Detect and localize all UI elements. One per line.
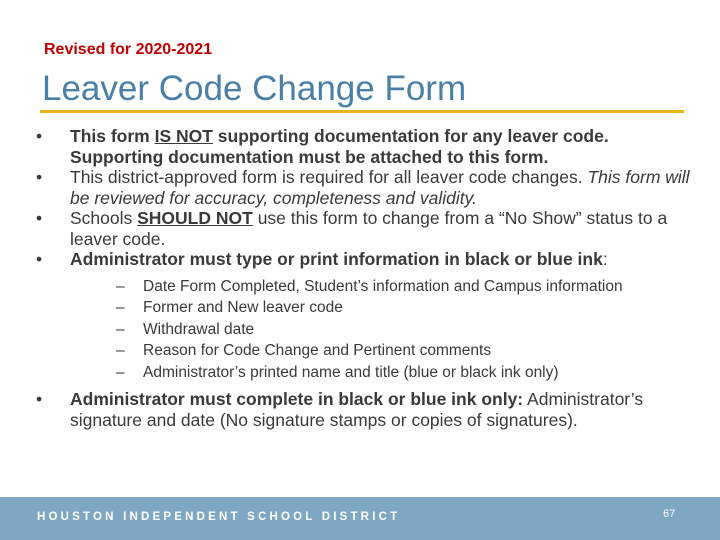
bullet-1-text bbox=[70, 126, 609, 167]
bullet-3-post: use this form to change from a “No Show” status to a leaver code. bbox=[70, 208, 668, 249]
bullet-5-lead: Administrator must complete in black or blue ink only: bbox=[70, 389, 524, 409]
footer-bar bbox=[0, 497, 720, 540]
bullet-5-rest: Administrator’s signature and date (No signature stamps or copies of signatures). bbox=[70, 389, 644, 430]
sub-item-text: Former and New leaver code bbox=[143, 299, 343, 316]
bullet-4-text: Administrator must type or print information in black or blue ink bbox=[70, 249, 603, 269]
title-divider bbox=[40, 110, 684, 113]
bullet-1-emphasis: IS NOT bbox=[154, 126, 213, 146]
bullet-1-pre: This form bbox=[70, 126, 155, 146]
bullet-2-line2: This form will be reviewed for accuracy, completeness and validity. bbox=[70, 167, 690, 208]
bullet-1 bbox=[30, 126, 690, 167]
page-title: Leaver Code Change Form bbox=[42, 69, 467, 108]
district-name: HOUSTON INDEPENDENT SCHOOL DISTRICT bbox=[37, 511, 401, 523]
bullet-3-pre: Schools bbox=[70, 208, 138, 228]
bullet-marker: • bbox=[36, 167, 43, 187]
dash-marker: – bbox=[116, 342, 125, 359]
page-number: 67 bbox=[663, 508, 676, 520]
sub-item bbox=[70, 319, 690, 341]
bullet-marker: • bbox=[36, 389, 43, 409]
sub-item bbox=[70, 362, 690, 384]
bullet-3 bbox=[30, 208, 690, 249]
sub-item-text: Administrator’s printed name and title (blue or black ink only) bbox=[143, 363, 559, 381]
bullet-4 bbox=[30, 249, 690, 383]
bullet-marker: • bbox=[36, 208, 43, 228]
bullet-5 bbox=[30, 389, 690, 430]
sub-item-text: Withdrawal date bbox=[143, 320, 255, 338]
bullet-1-post: supporting documentation for any leaver code. Supporting documentation must be attached to this form. bbox=[70, 126, 609, 167]
bullet-2-line1: This district-approved form is required for all leaver code changes. bbox=[70, 167, 583, 187]
sub-item bbox=[70, 297, 690, 319]
bullet-4-sublist bbox=[70, 276, 690, 384]
dash-marker: – bbox=[116, 299, 125, 316]
bullet-3-emphasis: SHOULD NOT bbox=[137, 208, 253, 228]
bullet-list bbox=[30, 126, 690, 430]
bullet-4-suffix: : bbox=[602, 249, 608, 269]
sub-item bbox=[70, 276, 690, 298]
dash-marker: – bbox=[116, 277, 125, 295]
bullet-2 bbox=[30, 167, 690, 208]
dash-marker: – bbox=[116, 363, 125, 381]
sub-item-text: Date Form Completed, Student’s information and Campus information bbox=[143, 277, 623, 295]
bullet-marker: • bbox=[36, 126, 43, 146]
dash-marker: – bbox=[116, 320, 125, 338]
bullet-marker: • bbox=[36, 249, 43, 269]
sub-item bbox=[70, 340, 690, 362]
sub-item-text: Reason for Code Change and Pertinent comments bbox=[143, 342, 492, 359]
revised-label: Revised for 2020-2021 bbox=[44, 41, 213, 58]
